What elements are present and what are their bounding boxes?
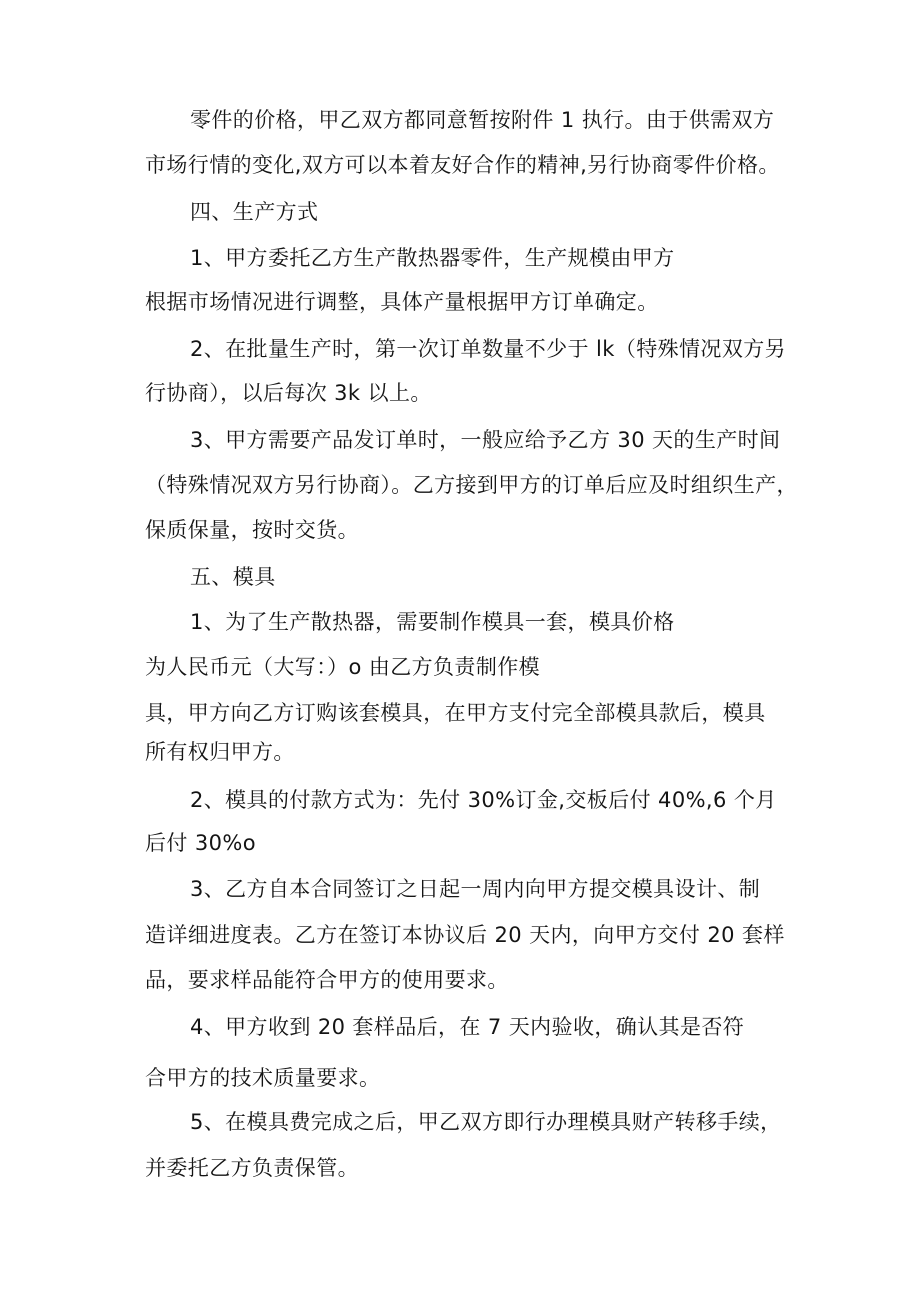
clause-line: 3、甲方需要产品发订单时，一般应给予乙方 30 天的生产时间 (190, 428, 781, 452)
clause-line: 5、在模具费完成之后，甲乙双方即行办理模具财产转移手续， (190, 1110, 782, 1134)
section-heading-production: 四、生产方式 (190, 200, 319, 224)
clause-line: 保质保量，按时交货。 (145, 518, 359, 542)
clause-line: 并委托乙方负责保管。 (145, 1156, 359, 1180)
clause-line: 1、甲方委托乙方生产散热器零件，生产规模由甲方 (190, 246, 675, 270)
clause-line: 具，甲方向乙方订购该套模具，在甲方支付完全部模具款后，模具 (145, 701, 766, 725)
paragraph-line: 零件的价格，甲乙双方都同意暂按附件 1 执行。由于供需双方 (190, 108, 775, 132)
clause-line: 为人民币元（大写：）o 由乙方负责制作模 (145, 655, 541, 679)
clause-line: 2、在批量生产时，第一次订单数量不少于 lk（特殊情况双方另 (190, 337, 787, 361)
clause-line: 根据市场情况进行调整，具体产量根据甲方订单确定。 (145, 290, 659, 314)
paragraph-line: 市场行情的变化,双方可以本着友好合作的精神,另行协商零件价格。 (145, 153, 780, 177)
clause-line: 4、甲方收到 20 套样品后，在 7 天内验收，确认其是否符 (190, 1015, 745, 1039)
clause-line: 行协商），以后每次 3k 以上。 (145, 381, 432, 405)
clause-line: （特殊情况双方另行协商）。乙方接到甲方的订单后应及时组织生产， (145, 473, 798, 497)
clause-line: 品，要求样品能符合甲方的使用要求。 (145, 968, 509, 992)
clause-line: 所有权归甲方。 (145, 740, 295, 764)
clause-line: 合甲方的技术质量要求。 (145, 1066, 381, 1090)
clause-line: 2、模具的付款方式为：先付 30%订金,交板后付 40%,6 个月 (190, 788, 777, 812)
clause-line: 后付 30%o (145, 831, 256, 855)
section-heading-mold: 五、模具 (190, 565, 276, 589)
clause-line: 造详细进度表。乙方在签订本协议后 20 天内，向甲方交付 20 套样 (145, 923, 785, 947)
clause-line: 3、乙方自本合同签订之日起一周内向甲方提交模具设计、制 (190, 877, 761, 901)
clause-line: 1、为了生产散热器，需要制作模具一套，模具价格 (190, 610, 675, 634)
